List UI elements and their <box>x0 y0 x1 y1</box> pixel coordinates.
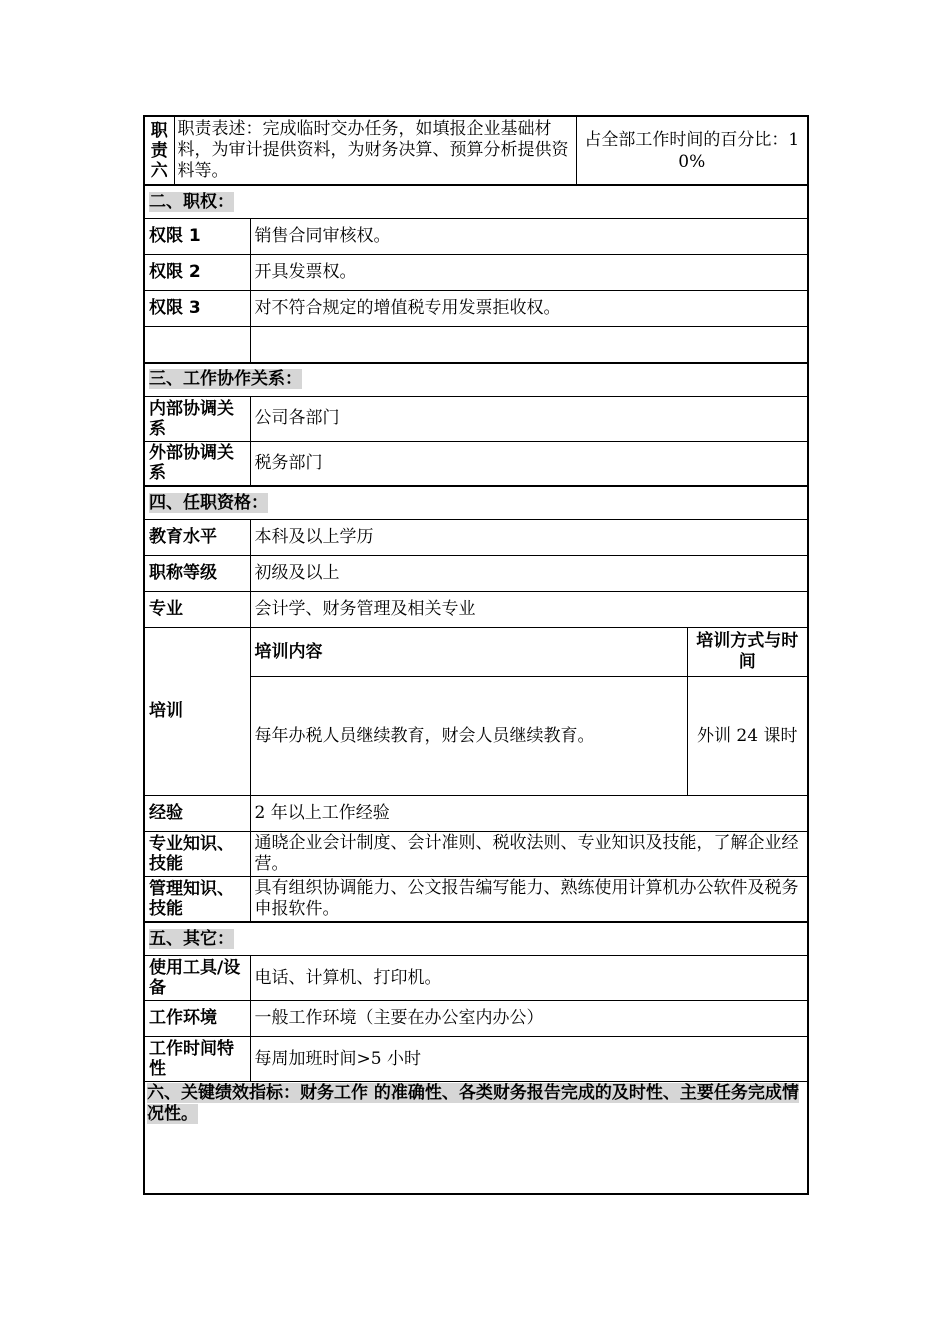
training-method: 外训 24 课时 <box>687 677 808 796</box>
duty6-row <box>144 116 808 185</box>
title-level-value: 初级及以上 <box>250 556 808 592</box>
coordination-label: 外部协调关系 <box>144 441 250 486</box>
tools-value: 电话、计算机、打印机。 <box>250 956 808 1001</box>
section2-title: 二、职权： <box>149 191 234 212</box>
training-label: 培训 <box>144 628 250 796</box>
section4-header-row <box>144 486 808 520</box>
education-value: 本科及以上学历 <box>250 520 808 556</box>
management-value: 具有组织协调能力、公文报告编写能力、熟练使用计算机办公软件及税务申报软件。 <box>250 877 808 923</box>
section6-title: 六、关键绩效指标：财务工作 的准确性、各类财务报告完成的及时性、主要任务完成情况性。 <box>147 1083 799 1124</box>
training-content-header: 培训内容 <box>250 628 687 677</box>
time-feature-label: 工作时间特性 <box>144 1037 250 1082</box>
experience-label: 经验 <box>144 796 250 832</box>
duty6-label: 职责六 <box>144 116 174 185</box>
authority-value: 开具发票权。 <box>250 255 808 291</box>
authority-empty-row <box>144 327 808 363</box>
authority-row <box>144 291 808 327</box>
tools-label: 使用工具/设备 <box>144 956 250 1001</box>
authority-label: 权限 1 <box>144 219 250 255</box>
experience-row <box>144 796 808 832</box>
tools-row <box>144 956 808 1001</box>
experience-value: 2 年以上工作经验 <box>250 796 808 832</box>
education-row <box>144 520 808 556</box>
job-description-document <box>143 115 807 1195</box>
section5-header-row <box>144 922 808 956</box>
coordination-label: 内部协调关系 <box>144 396 250 441</box>
authority-label: 权限 2 <box>144 255 250 291</box>
duty6-time-share: 占全部工作时间的百分比：10% <box>576 116 808 185</box>
authority-value: 对不符合规定的增值税专用发票拒收权。 <box>250 291 808 327</box>
section5-title: 五、其它： <box>149 928 234 949</box>
knowledge-label: 专业知识、技能 <box>144 832 250 877</box>
title-level-row <box>144 556 808 592</box>
major-row <box>144 592 808 628</box>
section3-header-row <box>144 363 808 397</box>
training-content: 每年办税人员继续教育，财会人员继续教育。 <box>250 677 687 796</box>
knowledge-row <box>144 832 808 877</box>
section6-row <box>144 1082 808 1194</box>
coordination-value: 税务部门 <box>250 441 808 486</box>
authority-row <box>144 255 808 291</box>
duty6-description: 职责表述：完成临时交办任务，如填报企业基础材料，为审计提供资料，为财务决算、预算分析提供资料等。 <box>174 116 576 185</box>
time-feature-row <box>144 1037 808 1082</box>
time-feature-value: 每周加班时间>5 小时 <box>250 1037 808 1082</box>
section3-title: 三、工作协作关系： <box>149 369 302 389</box>
job-description-table <box>143 115 809 1195</box>
management-label: 管理知识、技能 <box>144 877 250 923</box>
section2-header-row <box>144 185 808 219</box>
training-header-row <box>144 628 808 677</box>
training-method-header: 培训方式与时间 <box>687 628 808 677</box>
authority-row <box>144 219 808 255</box>
authority-label: 权限 3 <box>144 291 250 327</box>
major-value: 会计学、财务管理及相关专业 <box>250 592 808 628</box>
coordination-row <box>144 396 808 441</box>
environment-row <box>144 1001 808 1037</box>
education-label: 教育水平 <box>144 520 250 556</box>
authority-value: 销售合同审核权。 <box>250 219 808 255</box>
environment-value: 一般工作环境（主要在办公室内办公） <box>250 1001 808 1037</box>
section4-title: 四、任职资格： <box>149 492 268 513</box>
title-level-label: 职称等级 <box>144 556 250 592</box>
coordination-row <box>144 441 808 486</box>
coordination-value: 公司各部门 <box>250 396 808 441</box>
knowledge-value: 通晓企业会计制度、会计准则、税收法则、专业知识及技能，了解企业经营。 <box>250 832 808 877</box>
environment-label: 工作环境 <box>144 1001 250 1037</box>
management-row <box>144 877 808 923</box>
major-label: 专业 <box>144 592 250 628</box>
